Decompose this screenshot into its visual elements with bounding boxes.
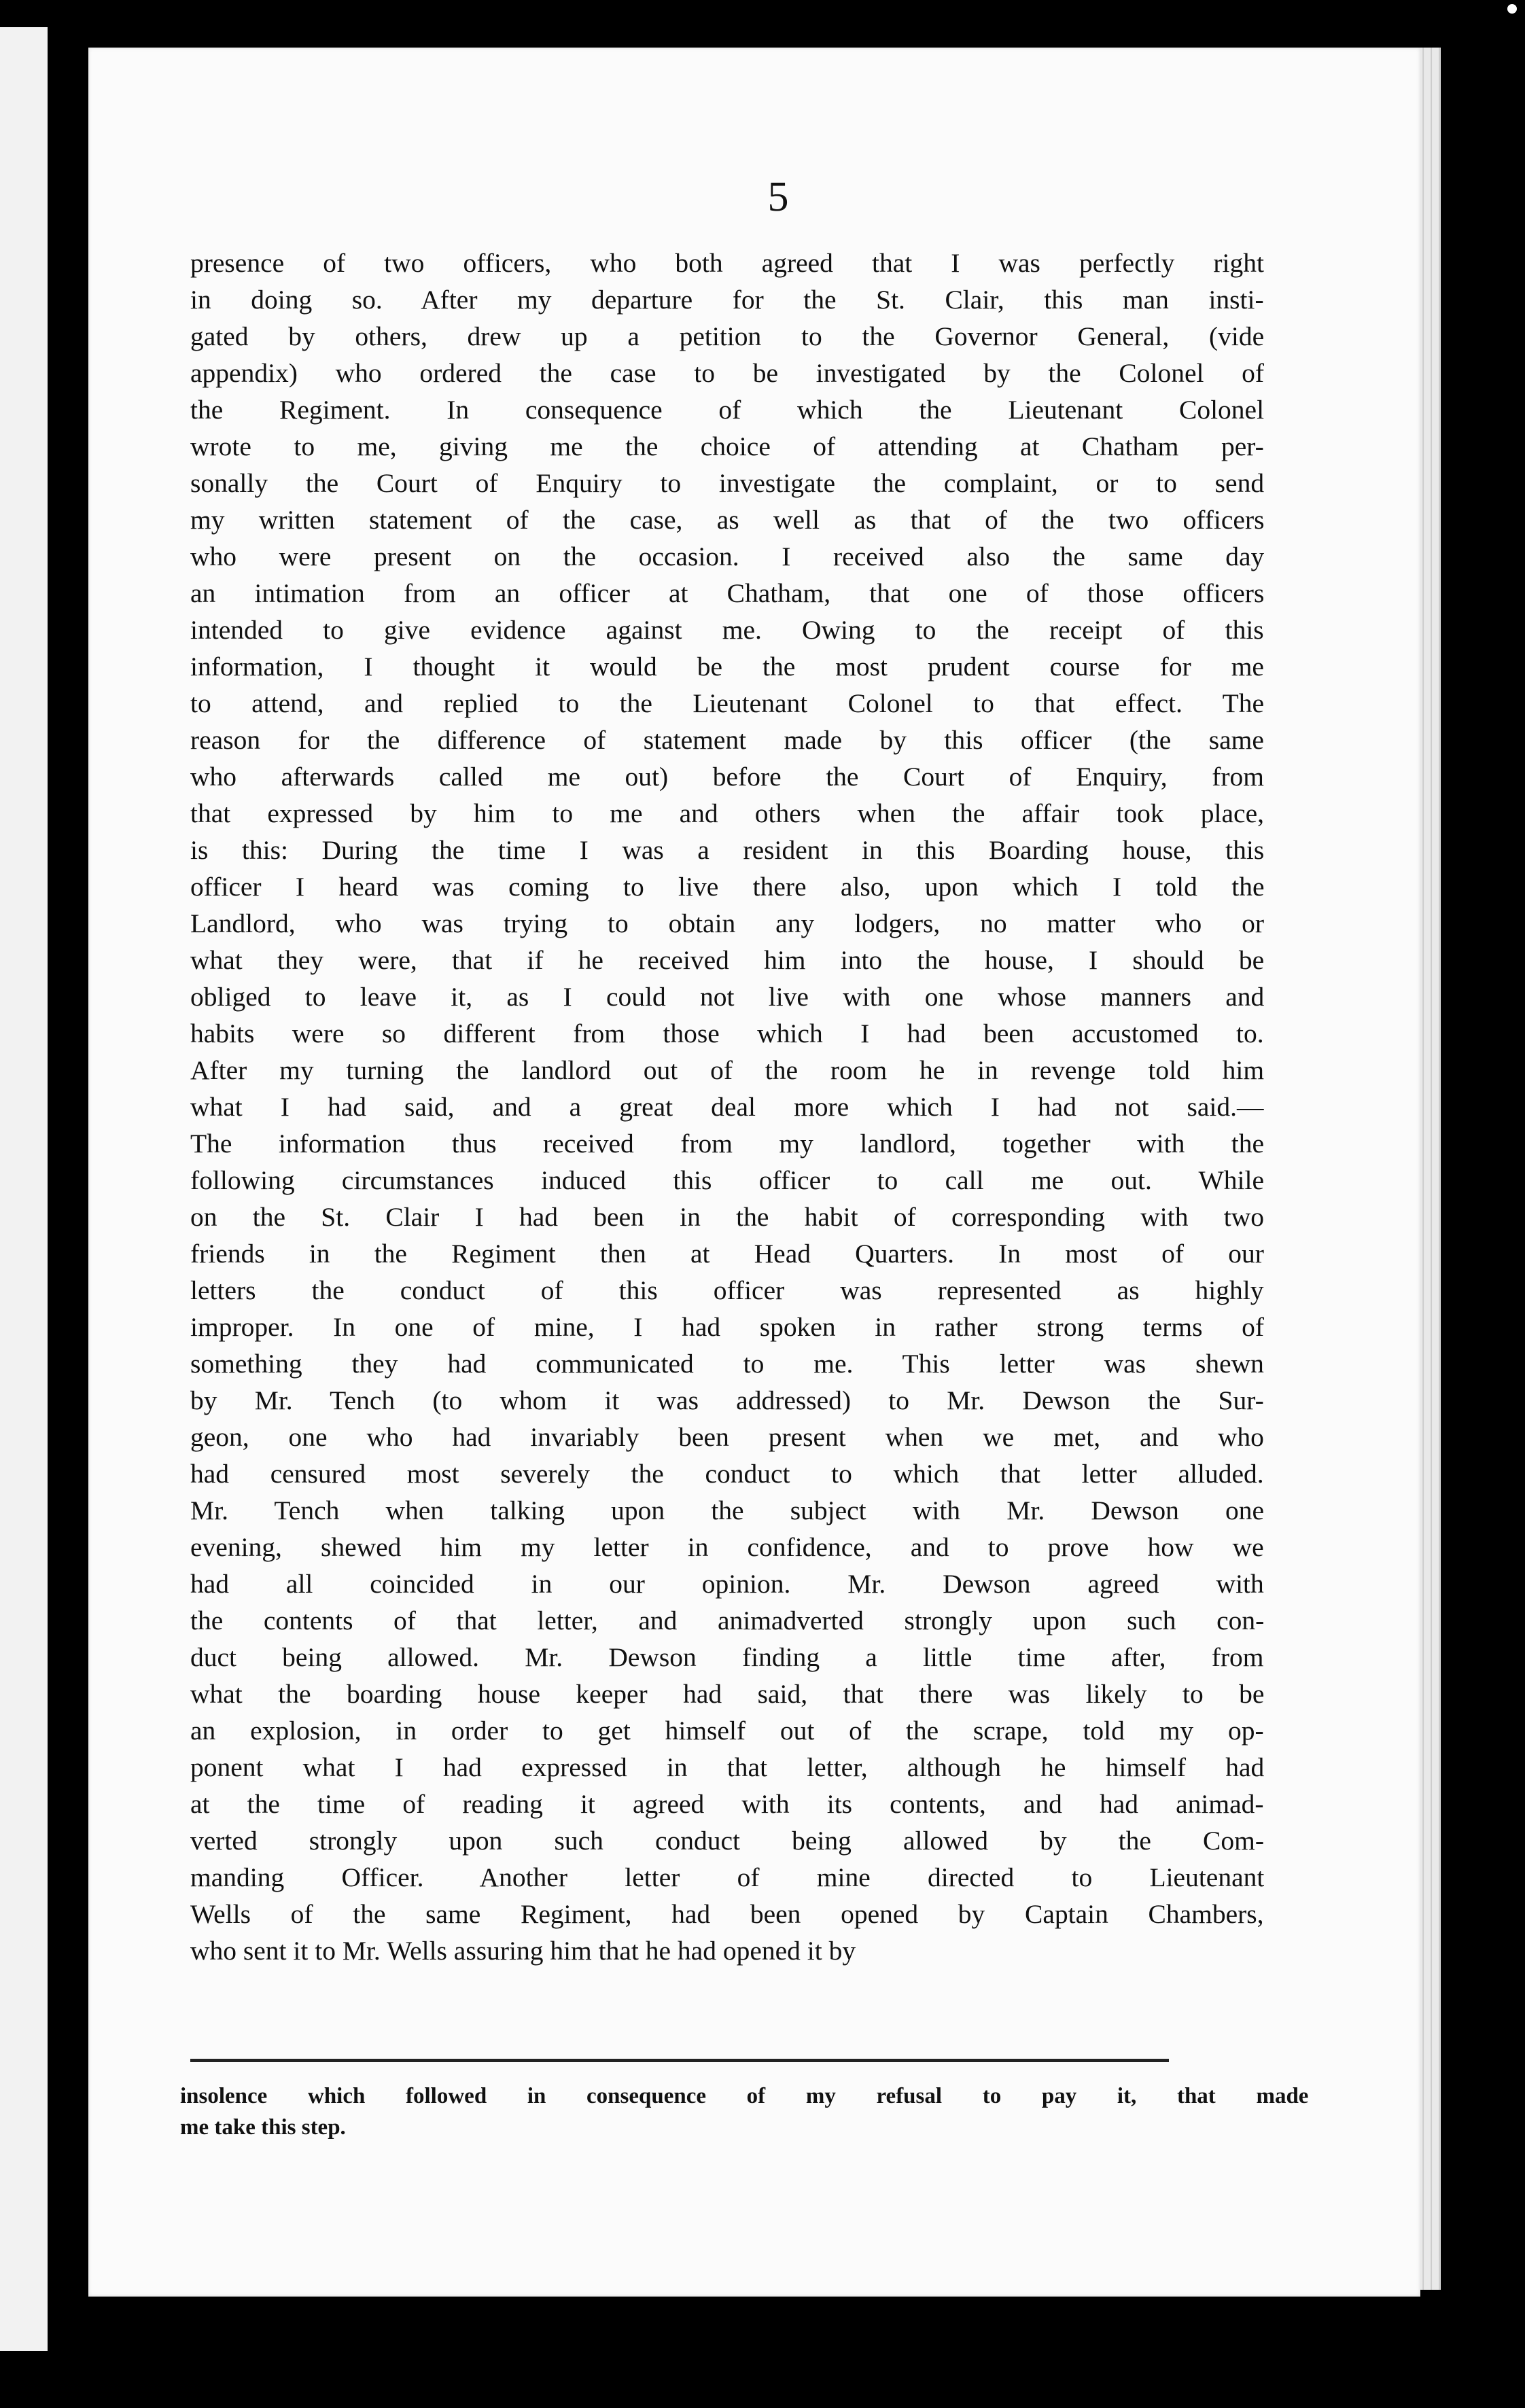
book-page xyxy=(88,48,1420,2297)
text-line: my written statement of the case, as well as that of the two officers xyxy=(190,505,1264,535)
text-line: who were present on the occasion. I received also the same day xyxy=(190,542,1264,571)
text-line: on the St. Clair I had been in the habit of corresponding with two xyxy=(190,1202,1264,1232)
text-line: evening, shewed him my letter in confidence, and to prove how we xyxy=(190,1532,1264,1562)
text-line: intended to give evidence against me. Owing to the receipt of this xyxy=(190,615,1264,645)
text-line: the Regiment. In consequence of which the Lieutenant Colonel xyxy=(190,395,1264,425)
text-line: wrote to me, giving me the choice of attending at Chatham per- xyxy=(190,431,1264,461)
footnote xyxy=(180,2081,1308,2143)
scan-artifact xyxy=(1507,4,1517,14)
text-line: an intimation from an officer at Chatham, that one of those officers xyxy=(190,578,1264,608)
text-line: ponent what I had expressed in that letter, although he himself had xyxy=(190,1752,1264,1782)
footnote-line: insolence which followed in consequence of my refusal to pay it, that made xyxy=(180,2084,1308,2108)
text-line: at the time of reading it agreed with its contents, and had animad- xyxy=(190,1789,1264,1819)
text-line: an explosion, in order to get himself out of the scrape, told my op- xyxy=(190,1716,1264,1746)
text-line: by Mr. Tench (to whom it was addressed) to Mr. Dewson the Sur- xyxy=(190,1385,1264,1415)
text-line: in doing so. After my departure for the St. Clair, this man insti- xyxy=(190,285,1264,315)
text-line: The information thus received from my landlord, together with the xyxy=(190,1129,1264,1158)
text-line: had censured most severely the conduct to which that letter alluded. xyxy=(190,1459,1264,1489)
text-line: Landlord, who was trying to obtain any lodgers, no matter who or xyxy=(190,908,1264,938)
text-line: habits were so different from those which I had been accustomed to. xyxy=(190,1019,1264,1048)
text-line: who afterwards called me out) before the Court of Enquiry, from xyxy=(190,762,1264,792)
text-line: appendix) who ordered the case to be investigated by the Colonel of xyxy=(190,358,1264,388)
text-line: geon, one who had invariably been present when we met, and who xyxy=(190,1422,1264,1452)
text-line: something they had communicated to me. This letter was shewn xyxy=(190,1349,1264,1379)
text-line: who sent it to Mr. Wells assuring him that he had opened it by xyxy=(190,1936,856,1966)
previous-page-edge xyxy=(0,27,48,2351)
text-line: the contents of that letter, and animadverted strongly upon such con- xyxy=(190,1606,1264,1635)
text-line: friends in the Regiment then at Head Quarters. In most of our xyxy=(190,1239,1264,1269)
text-line: improper. In one of mine, I had spoken in rather strong terms of xyxy=(190,1312,1264,1342)
page-number: 5 xyxy=(767,174,789,220)
text-line: gated by others, drew up a petition to the Governor General, (vide xyxy=(190,321,1264,351)
text-line: is this: During the time I was a resident in this Boarding house, this xyxy=(190,835,1264,865)
text-line: verted strongly upon such conduct being allowed by the Com- xyxy=(190,1826,1264,1856)
text-line: had all coincided in our opinion. Mr. Dewson agreed with xyxy=(190,1569,1264,1599)
body-text xyxy=(190,245,1264,1969)
text-line: sonally the Court of Enquiry to investigate the complaint, or to send xyxy=(190,468,1264,498)
text-line: duct being allowed. Mr. Dewson finding a little time after, from xyxy=(190,1642,1264,1672)
text-line: presence of two officers, who both agreed that I was perfectly right xyxy=(190,248,1264,278)
text-line: what the boarding house keeper had said, that there was likely to be xyxy=(190,1679,1264,1709)
text-line: to attend, and replied to the Lieutenant Colonel to that effect. The xyxy=(190,688,1264,718)
text-line: letters the conduct of this officer was represented as highly xyxy=(190,1275,1264,1305)
text-line: Mr. Tench when talking upon the subject with Mr. Dewson one xyxy=(190,1495,1264,1525)
text-line: reason for the difference of statement made by this officer (the same xyxy=(190,725,1264,755)
text-line: following circumstances induced this officer to call me out. While xyxy=(190,1165,1264,1195)
text-line: manding Officer. Another letter of mine directed to Lieutenant xyxy=(190,1862,1264,1892)
text-line: Wells of the same Regiment, had been opened by Captain Chambers, xyxy=(190,1899,1264,1929)
text-line: what I had said, and a great deal more which I had not said.— xyxy=(190,1092,1264,1122)
text-line: obliged to leave it, as I could not live with one whose manners and xyxy=(190,982,1264,1012)
text-line: After my turning the landlord out of the room he in revenge told him xyxy=(190,1055,1264,1085)
footnote-rule xyxy=(190,2059,1169,2062)
footnote-line: me take this step. xyxy=(180,2115,346,2140)
text-line: what they were, that if he received him into the house, I should be xyxy=(190,945,1264,975)
text-line: officer I heard was coming to live there also, upon which I told the xyxy=(190,872,1264,902)
text-line: that expressed by him to me and others when the affair took place, xyxy=(190,798,1264,828)
text-line: information, I thought it would be the most prudent course for me xyxy=(190,652,1264,681)
